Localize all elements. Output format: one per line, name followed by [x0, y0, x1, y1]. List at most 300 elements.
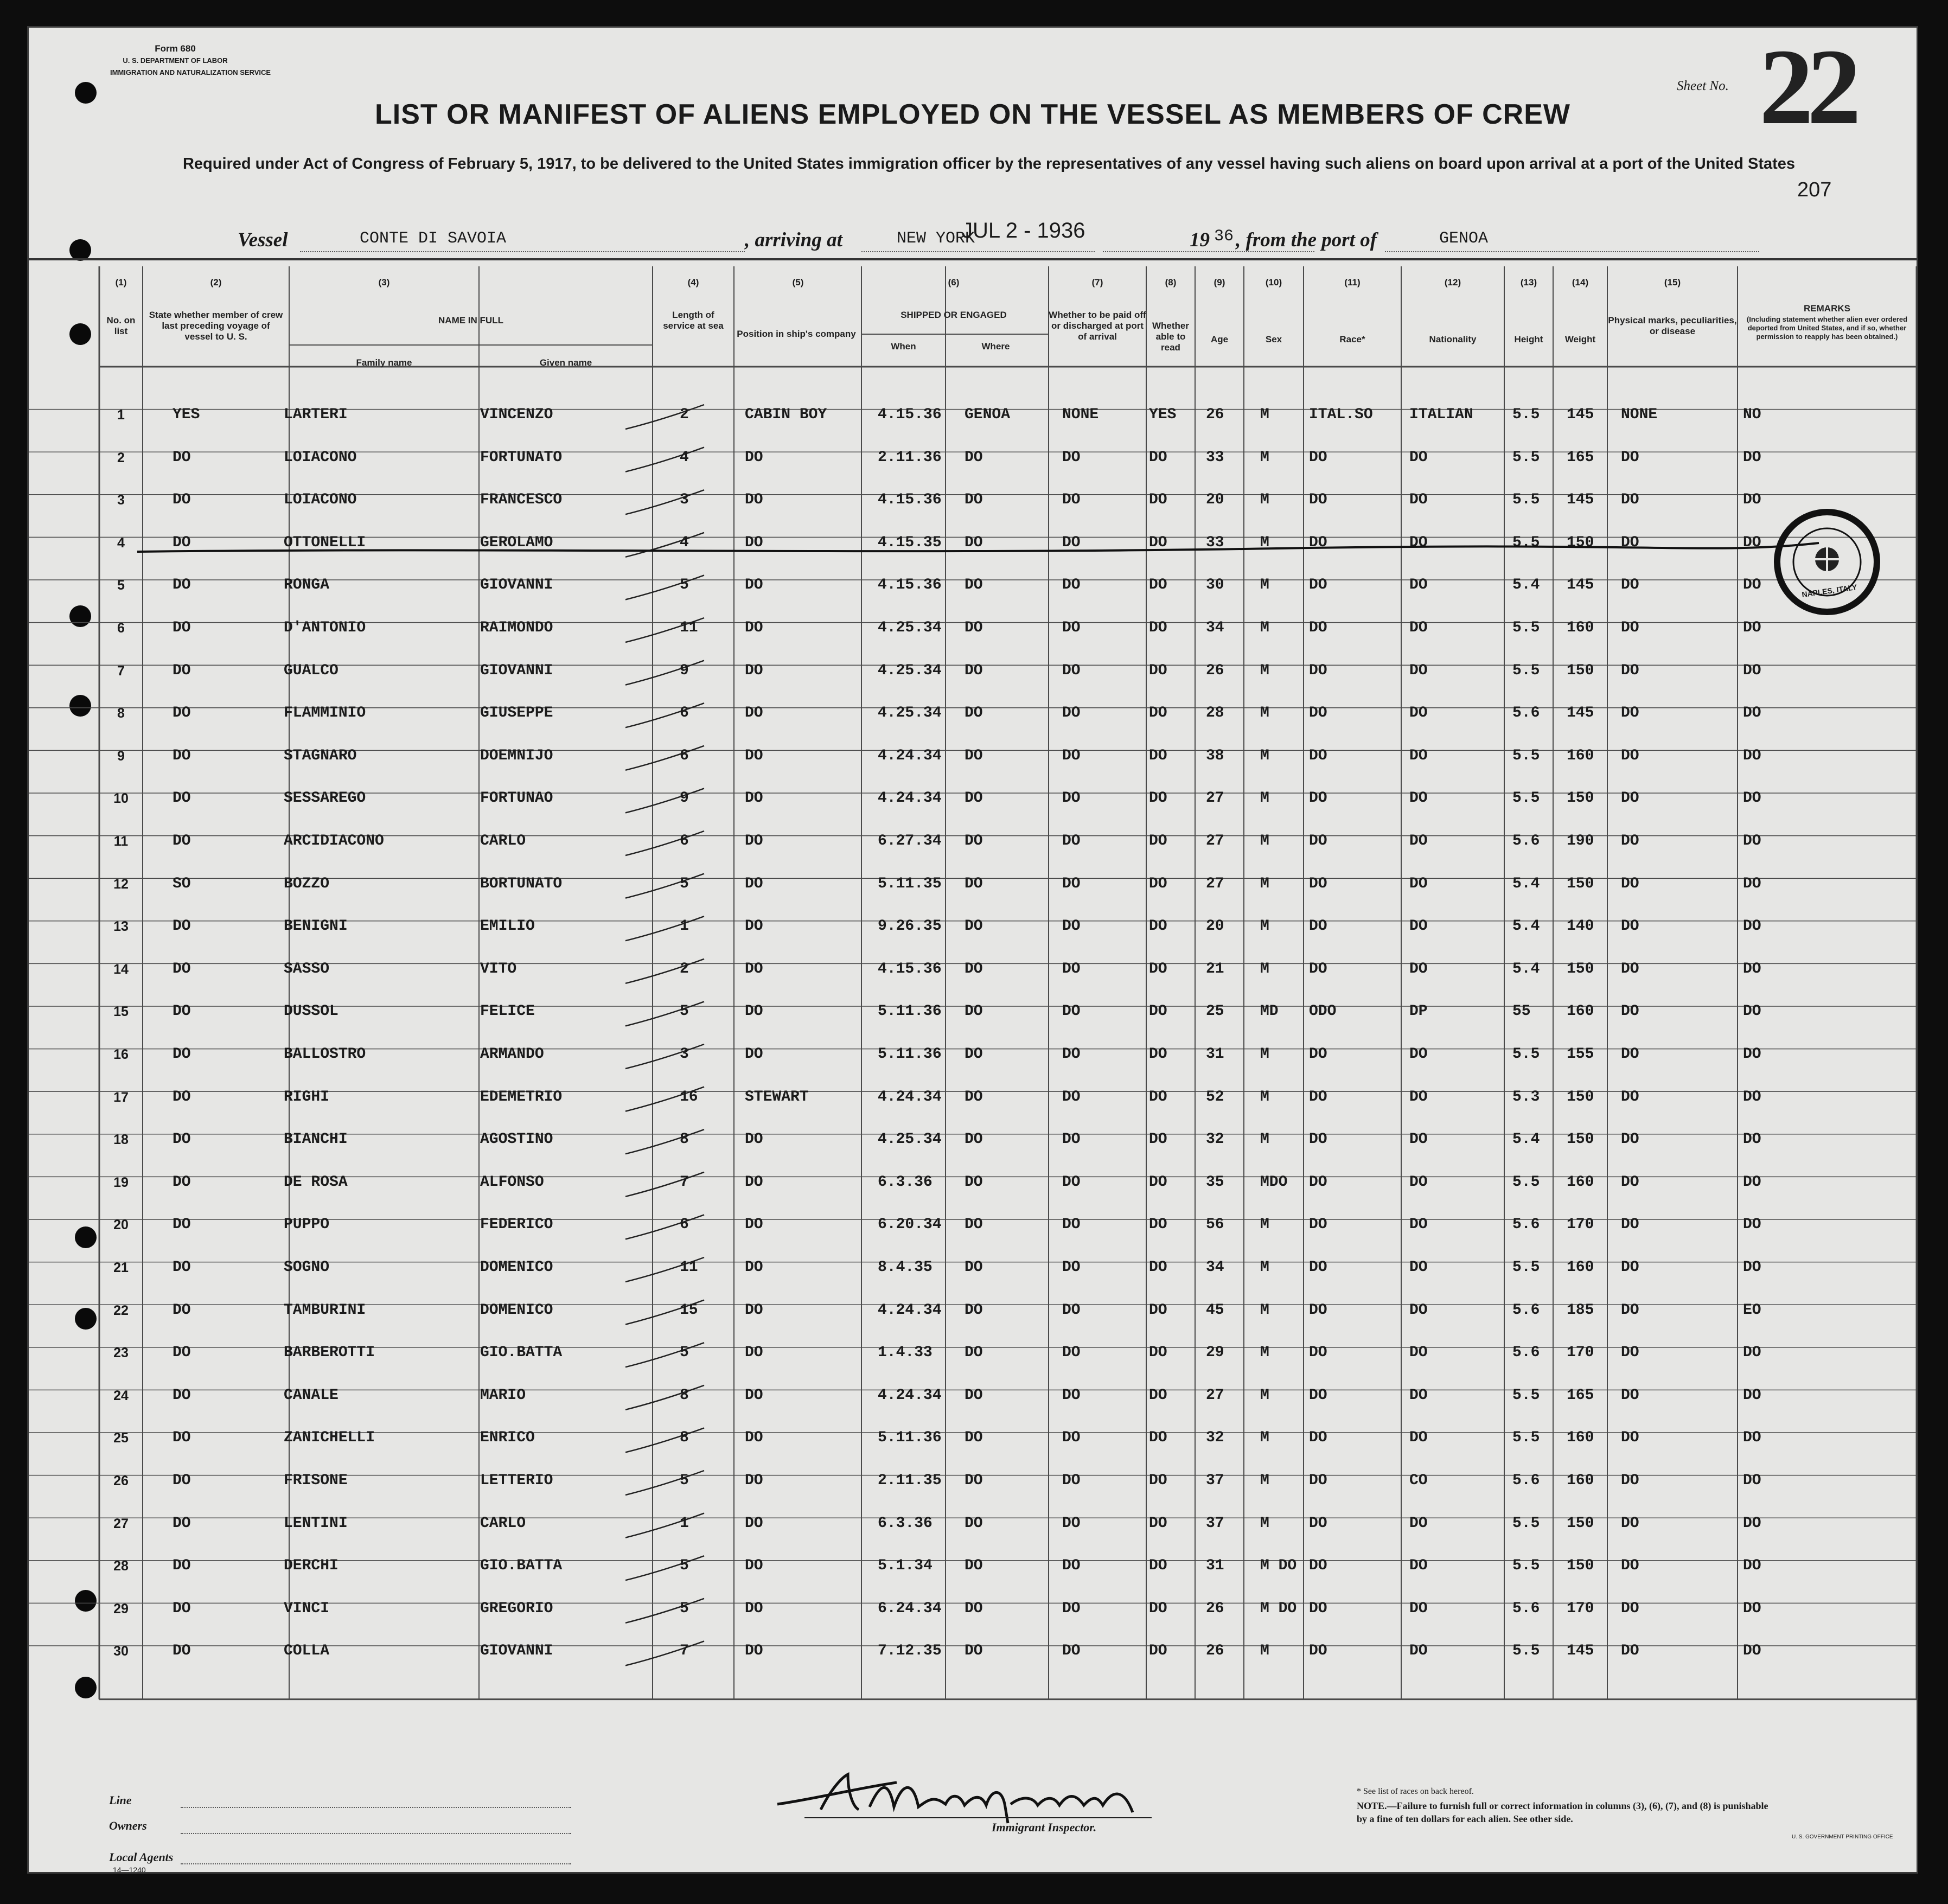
penalty-note: NOTE.—Failure to furnish full or correct information in columns (3), (6), (7), and (8) is punishable by a fine of ten dollars for each alien. See other side.	[1357, 1800, 1768, 1824]
weight-cell: 150	[1567, 1131, 1594, 1148]
paid-off-cell: DO	[1062, 534, 1081, 551]
given-name-cell: ENRICO	[480, 1429, 535, 1447]
weight-cell: 165	[1567, 1387, 1594, 1404]
race-cell: DO	[1309, 790, 1327, 807]
physical-marks-cell: DO	[1621, 1429, 1639, 1447]
race-cell: DO	[1309, 1344, 1327, 1362]
column-number: (5)	[792, 277, 804, 287]
row-number: 7	[117, 663, 125, 679]
given-name-cell: DOMENICO	[480, 1259, 553, 1276]
page-code: 207	[1797, 178, 1832, 201]
height-cell: 5.5	[1512, 619, 1540, 636]
sex-cell: M	[1260, 960, 1269, 977]
physical-marks-cell: DO	[1621, 1600, 1639, 1617]
member-last-voyage-cell: DO	[173, 491, 191, 509]
age-cell: 27	[1206, 833, 1224, 849]
member-last-voyage-cell: DO	[173, 1643, 191, 1660]
member-last-voyage-cell: DO	[173, 1600, 191, 1617]
consulate-stamp	[1773, 508, 1881, 616]
paid-off-cell: DO	[1062, 1131, 1081, 1148]
paid-off-cell: DO	[1062, 1301, 1081, 1319]
member-last-voyage-cell: DO	[173, 1472, 191, 1489]
paid-off-cell: DO	[1062, 1515, 1081, 1532]
length-of-service-cell: 5	[680, 1600, 689, 1617]
shipped-where-cell: DO	[965, 875, 983, 892]
age-cell: 52	[1206, 1088, 1224, 1106]
shipped-where-cell: DO	[965, 577, 983, 594]
weight-cell: 160	[1567, 1003, 1594, 1020]
physical-marks-cell: DO	[1621, 1003, 1639, 1020]
row-number: 30	[113, 1644, 129, 1659]
shipped-when-cell: 5.11.36	[878, 1046, 942, 1063]
nationality-cell: DO	[1409, 1046, 1428, 1063]
race-cell: DO	[1309, 1088, 1327, 1106]
port-label: , from the port of	[1236, 229, 1377, 251]
age-cell: 34	[1206, 619, 1224, 636]
age-cell: 31	[1206, 1046, 1224, 1063]
height-cell: 5.5	[1512, 449, 1540, 466]
sex-cell: M	[1260, 662, 1269, 679]
weight-cell: 160	[1567, 1173, 1594, 1191]
weight-cell: 170	[1567, 1600, 1594, 1617]
given-name-cell: BORTUNATO	[480, 875, 563, 892]
shipped-when-cell: 4.25.34	[878, 619, 942, 636]
header-height: Height	[1514, 334, 1543, 344]
sex-cell: M	[1260, 918, 1269, 935]
member-last-voyage-cell: DO	[173, 1259, 191, 1276]
line-label: Line	[109, 1793, 132, 1807]
weight-cell: 160	[1567, 747, 1594, 764]
document-subtitle: Required under Act of Congress of February 5, 1917, to be delivered to the United States immigration officer by the representatives of any vessel having such aliens on board upon arrival at a port of the United States	[182, 155, 1796, 172]
sex-cell: M	[1260, 1216, 1269, 1234]
position-cell: DO	[745, 1003, 763, 1020]
weight-cell: 150	[1567, 534, 1594, 551]
physical-marks-cell: DO	[1621, 1088, 1639, 1106]
given-name-cell: GIOVANNI	[480, 1643, 553, 1660]
year-value: 36	[1214, 227, 1234, 246]
age-cell: 35	[1206, 1173, 1224, 1191]
family-name-cell: CANALE	[284, 1387, 338, 1404]
position-cell: DO	[745, 1131, 763, 1148]
age-cell: 45	[1206, 1301, 1224, 1319]
given-name-cell: EDEMETRIO	[480, 1088, 563, 1106]
length-of-service-cell: 9	[680, 790, 689, 807]
family-name-cell: FRISONE	[284, 1472, 348, 1489]
paid-off-cell: DO	[1062, 1259, 1081, 1276]
member-last-voyage-cell: DO	[173, 1387, 191, 1404]
shipped-where-cell: DO	[965, 1387, 983, 1404]
remarks-cell: DO	[1743, 918, 1761, 935]
nationality-cell: DO	[1409, 960, 1428, 977]
length-of-service-cell: 5	[680, 1472, 689, 1489]
row-number: 16	[113, 1047, 129, 1062]
race-cell: DO	[1309, 1131, 1327, 1148]
given-name-cell: GIO.BATTA	[480, 1557, 563, 1575]
sex-cell: M	[1260, 577, 1269, 594]
paid-off-cell: DO	[1062, 1344, 1081, 1362]
position-cell: DO	[745, 705, 763, 722]
given-name-cell: MARIO	[480, 1387, 526, 1404]
shipped-when-cell: 6.20.34	[878, 1216, 942, 1234]
physical-marks-cell: DO	[1621, 790, 1639, 807]
column-number: (8)	[1165, 277, 1177, 287]
height-cell: 5.5	[1512, 1429, 1540, 1447]
weight-cell: 145	[1567, 577, 1594, 594]
sex-cell: M	[1260, 1472, 1269, 1489]
member-last-voyage-cell: DO	[173, 1046, 191, 1063]
physical-marks-cell: DO	[1621, 1301, 1639, 1319]
shipped-where-cell: DO	[965, 1515, 983, 1532]
nationality-cell: DO	[1409, 1344, 1428, 1362]
age-cell: 33	[1206, 534, 1224, 551]
paid-off-cell: DO	[1062, 705, 1081, 722]
race-cell: DO	[1309, 960, 1327, 977]
header-race: Race*	[1339, 334, 1365, 344]
remarks-cell: DO	[1743, 1643, 1761, 1660]
shipped-when-cell: 6.27.34	[878, 833, 942, 849]
able-to-read-cell: DO	[1149, 1173, 1167, 1191]
nationality-cell: DO	[1409, 1387, 1428, 1404]
shipped-when-cell: 7.12.35	[878, 1643, 942, 1660]
paid-off-cell: DO	[1062, 1643, 1081, 1660]
weight-cell: 190	[1567, 833, 1594, 849]
weight-cell: 150	[1567, 1088, 1594, 1106]
row-number: 23	[113, 1345, 129, 1361]
member-last-voyage-cell: DO	[173, 1173, 191, 1191]
height-cell: 5.6	[1512, 833, 1540, 849]
manifest-sheet	[27, 26, 1918, 1874]
race-cell: DO	[1309, 1046, 1327, 1063]
agents-label: Local Agents	[109, 1850, 174, 1864]
member-last-voyage-cell: DO	[173, 1429, 191, 1447]
member-last-voyage-cell: DO	[173, 619, 191, 636]
given-name-cell: GIUSEPPE	[480, 705, 553, 722]
nationality-cell: DO	[1409, 1259, 1428, 1276]
race-cell: DO	[1309, 1557, 1327, 1575]
column-number: (9)	[1213, 277, 1225, 287]
shipped-where-cell: DO	[965, 662, 983, 679]
weight-cell: 150	[1567, 875, 1594, 892]
age-cell: 26	[1206, 1643, 1224, 1660]
sex-cell: M	[1260, 1088, 1269, 1106]
shipped-when-cell: 4.25.34	[878, 662, 942, 679]
weight-cell: 165	[1567, 449, 1594, 466]
length-of-service-cell: 2	[680, 960, 689, 977]
paid-off-cell: DO	[1062, 747, 1081, 764]
family-name-cell: DE ROSA	[284, 1173, 348, 1191]
shipped-where-cell: DO	[965, 1643, 983, 1660]
height-cell: 5.4	[1512, 960, 1540, 977]
header-when: When	[891, 341, 916, 352]
member-last-voyage-cell: DO	[173, 1216, 191, 1234]
race-cell: DO	[1309, 1173, 1327, 1191]
physical-marks-cell: NONE	[1621, 406, 1658, 423]
position-cell: DO	[745, 491, 763, 509]
given-name-cell: DOEMNIJO	[480, 747, 553, 764]
position-cell: DO	[745, 1557, 763, 1575]
member-last-voyage-cell: YES	[173, 406, 200, 423]
paid-off-cell: DO	[1062, 790, 1081, 807]
physical-marks-cell: DO	[1621, 1344, 1639, 1362]
length-of-service-cell: 5	[680, 875, 689, 892]
length-of-service-cell: 5	[680, 1344, 689, 1362]
age-cell: 27	[1206, 875, 1224, 892]
length-of-service-cell: 15	[680, 1301, 698, 1319]
family-name-cell: GUALCO	[284, 662, 338, 679]
position-cell: DO	[745, 833, 763, 849]
row-number: 12	[113, 876, 129, 892]
column-number: (3)	[378, 277, 390, 287]
family-name-cell: RONGA	[284, 577, 330, 594]
family-name-cell: BALLOSTRO	[284, 1046, 366, 1063]
row-number: 28	[113, 1558, 129, 1574]
position-cell: DO	[745, 747, 763, 764]
age-cell: 20	[1206, 491, 1224, 509]
shipped-where-cell: DO	[965, 1344, 983, 1362]
header-remarks: REMARKS	[1804, 303, 1850, 314]
race-cell: DO	[1309, 662, 1327, 679]
row-number: 11	[113, 834, 129, 849]
position-cell: DO	[745, 619, 763, 636]
position-cell: DO	[745, 1472, 763, 1489]
member-last-voyage-cell: DO	[173, 449, 191, 466]
shipped-where-cell: DO	[965, 1173, 983, 1191]
able-to-read-cell: DO	[1149, 1216, 1167, 1234]
length-of-service-cell: 7	[680, 1643, 689, 1660]
column-number: (10)	[1265, 277, 1282, 287]
sex-cell: M	[1260, 449, 1269, 466]
paid-off-cell: DO	[1062, 1173, 1081, 1191]
shipped-where-cell: DO	[965, 619, 983, 636]
position-cell: DO	[745, 790, 763, 807]
race-cell: DO	[1309, 1643, 1327, 1660]
able-to-read-cell: DO	[1149, 918, 1167, 935]
member-last-voyage-cell: DO	[173, 1344, 191, 1362]
position-cell: DO	[745, 875, 763, 892]
given-name-cell: CARLO	[480, 833, 526, 849]
height-cell: 5.6	[1512, 1344, 1540, 1362]
physical-marks-cell: DO	[1621, 1259, 1639, 1276]
shipped-when-cell: 4.24.34	[878, 790, 942, 807]
position-cell: DO	[745, 960, 763, 977]
remarks-cell: DO	[1743, 1472, 1761, 1489]
able-to-read-cell: DO	[1149, 1088, 1167, 1106]
given-name-cell: LETTERIO	[480, 1472, 553, 1489]
physical-marks-cell: DO	[1621, 619, 1639, 636]
nationality-cell: ITALIAN	[1409, 406, 1473, 423]
age-cell: 32	[1206, 1131, 1224, 1148]
race-cell: DO	[1309, 577, 1327, 594]
age-cell: 34	[1206, 1259, 1224, 1276]
length-of-service-cell: 4	[680, 534, 689, 551]
physical-marks-cell: DO	[1621, 747, 1639, 764]
able-to-read-cell: DO	[1149, 1557, 1167, 1575]
age-cell: 56	[1206, 1216, 1224, 1234]
member-last-voyage-cell: DO	[173, 1557, 191, 1575]
shipped-when-cell: 5.11.36	[878, 1429, 942, 1447]
paid-off-cell: DO	[1062, 875, 1081, 892]
member-last-voyage-cell: DO	[173, 1088, 191, 1106]
owners-label: Owners	[109, 1819, 147, 1832]
nationality-cell: DO	[1409, 619, 1428, 636]
physical-marks-cell: DO	[1621, 1046, 1639, 1063]
nationality-cell: DO	[1409, 833, 1428, 849]
shipped-where-cell: DO	[965, 1301, 983, 1319]
member-last-voyage-cell: DO	[173, 662, 191, 679]
nationality-cell: DO	[1409, 577, 1428, 594]
family-name-cell: LOIACONO	[284, 449, 357, 466]
member-last-voyage-cell: DO	[173, 747, 191, 764]
weight-cell: 145	[1567, 491, 1594, 509]
nationality-cell: DO	[1409, 1131, 1428, 1148]
header-physical-marks: Physical marks, peculiarities, or disease	[1608, 315, 1737, 336]
position-cell: DO	[745, 1046, 763, 1063]
family-name-cell: ZANICHELLI	[284, 1429, 375, 1447]
shipped-where-cell: DO	[965, 1259, 983, 1276]
given-name-cell: EMILIO	[480, 918, 535, 935]
sex-cell: M	[1260, 1429, 1269, 1447]
shipped-where-cell: DO	[965, 449, 983, 466]
physical-marks-cell: DO	[1621, 875, 1639, 892]
shipped-when-cell: 4.15.35	[878, 534, 942, 551]
family-name-cell: LENTINI	[284, 1515, 348, 1532]
sheet-number: 22	[1759, 27, 1855, 147]
weight-cell: 170	[1567, 1344, 1594, 1362]
family-name-cell: BOZZO	[284, 875, 330, 892]
race-cell: DO	[1309, 1301, 1327, 1319]
column-number: (13)	[1520, 277, 1537, 287]
paid-off-cell: DO	[1062, 1003, 1081, 1020]
length-of-service-cell: 5	[680, 577, 689, 594]
length-of-service-cell: 9	[680, 662, 689, 679]
physical-marks-cell: DO	[1621, 662, 1639, 679]
remarks-cell: DO	[1743, 1429, 1761, 1447]
sex-cell: M	[1260, 406, 1269, 423]
physical-marks-cell: DO	[1621, 705, 1639, 722]
header-shipped-engaged: SHIPPED OR ENGAGED	[900, 310, 1007, 320]
sex-cell: M	[1260, 534, 1269, 551]
length-of-service-cell: 3	[680, 1046, 689, 1063]
position-cell: DO	[745, 534, 763, 551]
remarks-cell: DO	[1743, 1173, 1761, 1191]
race-cell: DO	[1309, 1387, 1327, 1404]
race-cell: ODO	[1309, 1003, 1337, 1020]
remarks-cell: DO	[1743, 1088, 1761, 1106]
shipped-where-cell: GENOA	[965, 406, 1011, 423]
given-name-cell: FELICE	[480, 1003, 535, 1020]
shipped-when-cell: 2.11.36	[878, 449, 942, 466]
position-cell: STEWART	[745, 1088, 809, 1106]
nationality-cell: DO	[1409, 1515, 1428, 1532]
paid-off-cell: DO	[1062, 1472, 1081, 1489]
shipped-when-cell: 5.1.34	[878, 1557, 933, 1575]
header-given-name: Given name	[539, 357, 592, 368]
remarks-cell: DO	[1743, 1600, 1761, 1617]
remarks-cell: DO	[1743, 577, 1761, 594]
column-number: (14)	[1572, 277, 1589, 287]
nationality-cell: DO	[1409, 662, 1428, 679]
races-note: * See list of races on back hereof.	[1357, 1787, 1474, 1796]
family-name-cell: SESSAREGO	[284, 790, 366, 807]
position-cell: DO	[745, 1344, 763, 1362]
family-name-cell: BENIGNI	[284, 918, 348, 935]
nationality-cell: DO	[1409, 1429, 1428, 1447]
shipped-when-cell: 4.15.36	[878, 960, 942, 977]
physical-marks-cell: DO	[1621, 491, 1639, 509]
shipped-where-cell: DO	[965, 918, 983, 935]
height-cell: 5.6	[1512, 705, 1540, 722]
able-to-read-cell: DO	[1149, 1643, 1167, 1660]
height-cell: 5.4	[1512, 875, 1540, 892]
weight-cell: 185	[1567, 1301, 1594, 1319]
shipped-when-cell: 6.24.34	[878, 1600, 942, 1617]
position-cell: DO	[745, 918, 763, 935]
height-cell: 5.5	[1512, 790, 1540, 807]
length-of-service-cell: 8	[680, 1429, 689, 1447]
sex-cell: M DO	[1260, 1557, 1297, 1575]
row-number: 4	[117, 535, 125, 551]
column-number: (12)	[1444, 277, 1461, 287]
family-name-cell: LOIACONO	[284, 491, 357, 509]
height-cell: 5.6	[1512, 1472, 1540, 1489]
age-cell: 26	[1206, 406, 1224, 423]
family-name-cell: OTTONELLI	[284, 534, 366, 551]
sex-cell: MD	[1260, 1003, 1279, 1020]
row-number: 1	[117, 407, 125, 423]
able-to-read-cell: DO	[1149, 960, 1167, 977]
paid-off-cell: NONE	[1062, 406, 1099, 423]
given-name-cell: GREGORIO	[480, 1600, 553, 1617]
row-number: 21	[113, 1260, 129, 1275]
able-to-read-cell: DO	[1149, 1301, 1167, 1319]
age-cell: 38	[1206, 747, 1224, 764]
given-name-cell: VITO	[480, 960, 517, 977]
member-last-voyage-cell: DO	[173, 1131, 191, 1148]
header-nationality: Nationality	[1429, 334, 1477, 344]
nationality-cell: CO	[1409, 1472, 1428, 1489]
shipped-when-cell: 4.24.34	[878, 1088, 942, 1106]
header-sex: Sex	[1265, 334, 1282, 344]
member-last-voyage-cell: SO	[173, 875, 191, 892]
paid-off-cell: DO	[1062, 491, 1081, 509]
given-name-cell: GIOVANNI	[480, 662, 553, 679]
given-name-cell: FORTUNATO	[480, 449, 563, 466]
remarks-cell: DO	[1743, 1216, 1761, 1234]
able-to-read-cell: DO	[1149, 705, 1167, 722]
sex-cell: M	[1260, 1387, 1269, 1404]
header-able-to-read: Whether able to read	[1152, 321, 1189, 353]
sex-cell: M	[1260, 747, 1269, 764]
position-cell: DO	[745, 577, 763, 594]
column-number: (15)	[1664, 277, 1681, 287]
family-name-cell: SOGNO	[284, 1259, 330, 1276]
able-to-read-cell: DO	[1149, 1600, 1167, 1617]
length-of-service-cell: 8	[680, 1131, 689, 1148]
owners-rule	[181, 1833, 571, 1834]
shipped-when-cell: 5.11.36	[878, 1003, 942, 1020]
physical-marks-cell: DO	[1621, 960, 1639, 977]
physical-marks-cell: DO	[1621, 1515, 1639, 1532]
able-to-read-cell: DO	[1149, 1472, 1167, 1489]
member-last-voyage-cell: DO	[173, 705, 191, 722]
position-cell: DO	[745, 1173, 763, 1191]
shipped-where-cell: DO	[965, 1131, 983, 1148]
remarks-cell: DO	[1743, 491, 1761, 509]
position-cell: DO	[745, 1301, 763, 1319]
shipped-when-cell: 2.11.35	[878, 1472, 942, 1489]
shipped-when-cell: 4.24.34	[878, 1387, 942, 1404]
height-cell: 5.5	[1512, 1643, 1540, 1660]
